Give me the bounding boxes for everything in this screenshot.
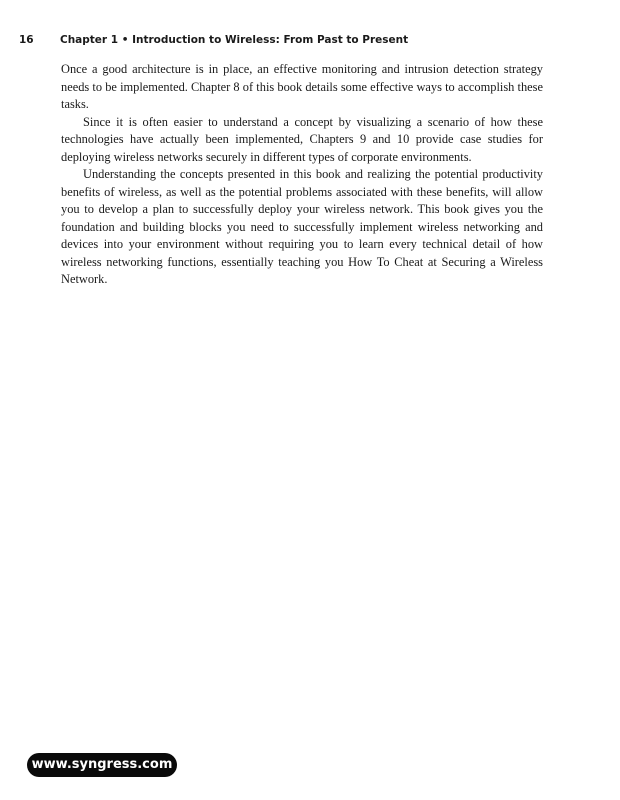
body-text [61,61,543,289]
paragraph-monitoring: Once a good architecture is in place, an effective monitoring and intrusion detection strategy needs to be implemented. Chapter 8 of this book details some effective ways to accomplish these tasks. [61,62,543,111]
page-number: 16 [19,34,34,46]
paragraph-case-studies: Since it is often easier to understand a concept by visualizing a scenario of how these technologies have actually been implemented, Chapters 9 and 10 provide case studies for deploying wireless networks securely in different types of corporate environments. [61,114,543,164]
paragraph-conclusion: Understanding the concepts presented in this book and realizing the potential productivity benefits of wireless, as well as the potential problems associated with these benefits, will allow you to develop a plan to successfully deploy your wireless network. This book gives you the foundation and building blocks you need to successfully implement wireless networking and devices into your environment without requiring you to learn every technical detail of how wireless networking functions, essentially teaching you How To Cheat at Securing a Wireless Network. [61,167,543,286]
website-badge: www.syngress.com [27,753,177,777]
page-header [19,32,600,48]
running-head: Chapter 1 • Introduction to Wireless: From Past to Present [60,34,409,46]
